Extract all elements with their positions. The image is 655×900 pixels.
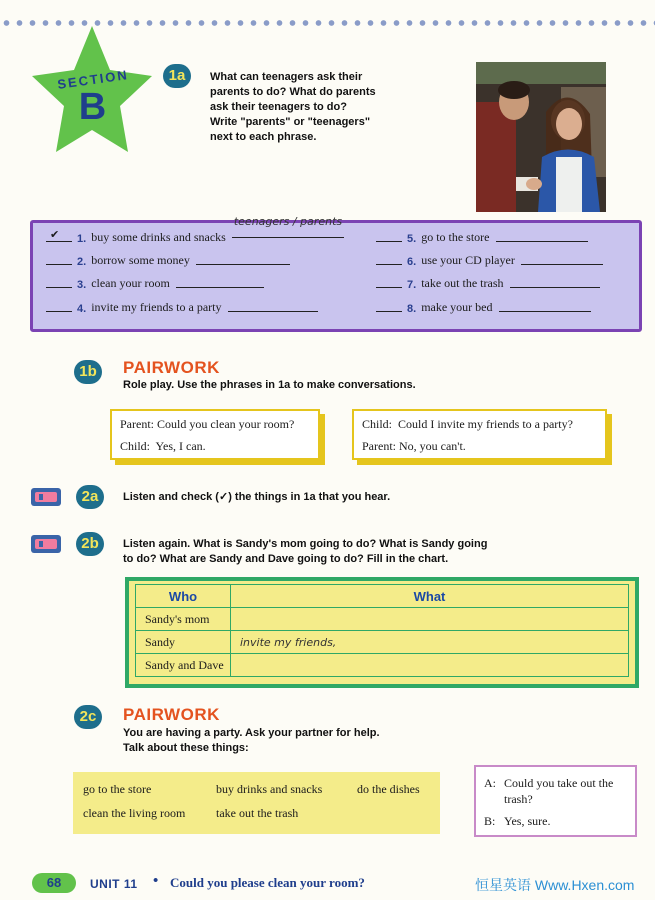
dialog-box-left xyxy=(110,409,320,460)
footer-unit: UNIT 11 xyxy=(90,877,138,891)
dialog-box-2c xyxy=(474,765,637,837)
phrase-text: invite my friends to a party xyxy=(91,300,222,314)
section-letter: B xyxy=(78,86,107,128)
dialog-line: trash? xyxy=(504,792,533,806)
instruction-2a: Listen and check (✓) the things in 1a that you hear. xyxy=(123,491,391,503)
phrase-number: 5. xyxy=(407,233,417,245)
exercise-number-2c: 2c xyxy=(74,705,102,729)
who-cell: Sandy and Dave xyxy=(136,654,231,677)
answer-line[interactable] xyxy=(176,287,264,288)
phrase-number: 7. xyxy=(407,279,417,291)
phrase-text: buy some drinks and snacks xyxy=(91,230,226,244)
section-word: SECTION xyxy=(56,67,130,92)
exercise-number-2b: 2b xyxy=(76,532,104,556)
chart-2b xyxy=(125,577,639,688)
footer-page-badge xyxy=(32,873,76,893)
answer-blank[interactable] xyxy=(46,287,72,288)
answer-line[interactable] xyxy=(496,241,588,242)
instruction-1a: What can teenagers ask their parents to do? What do parents ask their teenagers to do? Write "parents" or "teenagers" next to each phrase. xyxy=(210,71,376,143)
topic-item: do the dishes xyxy=(357,782,420,796)
phrase-text: take out the trash xyxy=(421,276,504,290)
pairwork-title-1b: PAIRWORK xyxy=(123,358,220,377)
speaker-label: A: xyxy=(484,776,496,790)
phrase-number: 4. xyxy=(77,303,87,315)
answer-blank[interactable] xyxy=(46,311,72,312)
who-cell: Sandy xyxy=(136,631,231,654)
answer-line[interactable] xyxy=(499,311,591,312)
phrase-row-7 xyxy=(376,276,600,291)
dialog-line: Parent: No, you can't. xyxy=(362,439,466,453)
phrase-row-8 xyxy=(376,300,591,315)
topic-item: take out the trash xyxy=(216,806,299,820)
column-header-what: What xyxy=(231,585,629,608)
table-row xyxy=(136,631,629,654)
dialog-line: Child: Yes, I can. xyxy=(120,439,206,453)
dialog-line: Yes, sure. xyxy=(504,814,551,828)
exercise-number-2a: 2a xyxy=(76,485,104,509)
phrase-text: borrow some money xyxy=(91,253,190,267)
dialog-box-right xyxy=(352,409,607,460)
instruction-2c: You are having a party. Ask your partner for help. Talk about these things: xyxy=(123,727,380,754)
answer-blank[interactable] xyxy=(46,229,72,242)
topics-box-2c xyxy=(73,772,440,834)
answer-line[interactable] xyxy=(196,264,290,265)
what-cell[interactable] xyxy=(231,608,629,631)
exercise-number-1a: 1a xyxy=(163,64,191,88)
instruction-2b: Listen again. What is Sandy's mom going to do? What is Sandy going to do? What are Sandy and Dave going to do? Fill in the chart. xyxy=(123,538,488,565)
cassette-icon[interactable] xyxy=(31,535,61,553)
phrase-row-4 xyxy=(46,300,318,315)
footer-watermark: 恒星英语 Www.Hxen.com xyxy=(475,877,635,893)
footer-title: Could you please clean your room? xyxy=(170,875,365,890)
what-cell[interactable]: invite my friends, xyxy=(231,631,629,654)
handwritten-answer: teenagers / parents xyxy=(233,215,343,228)
dialog-line: Child: Could I invite my friends to a party? xyxy=(362,417,573,431)
phrase-text: use your CD player xyxy=(421,253,515,267)
speaker-label: B: xyxy=(484,814,496,828)
chart-header-row xyxy=(136,585,629,608)
answer-blank[interactable] xyxy=(376,287,402,288)
answer-blank[interactable] xyxy=(376,264,402,265)
answer-blank[interactable] xyxy=(376,311,402,312)
phrase-text: make your bed xyxy=(421,300,493,314)
topic-item: go to the store xyxy=(83,782,152,796)
phrase-row-5 xyxy=(376,230,588,245)
instruction-1b: Role play. Use the phrases in 1a to make conversations. xyxy=(123,379,416,391)
column-header-who: Who xyxy=(136,585,231,608)
cassette-icon[interactable] xyxy=(31,488,61,506)
photo-parent-teenager xyxy=(476,62,606,212)
answer-blank[interactable] xyxy=(46,264,72,265)
phrase-number: 6. xyxy=(407,256,417,268)
phrase-text: go to the store xyxy=(421,230,490,244)
what-cell[interactable] xyxy=(231,654,629,677)
answer-line[interactable] xyxy=(521,264,603,265)
footer-bullet: • xyxy=(153,873,159,889)
answer-blank[interactable] xyxy=(376,241,402,242)
phrase-text: clean your room xyxy=(91,276,170,290)
exercise-number-1b: 1b xyxy=(74,360,102,384)
answer-line[interactable] xyxy=(510,287,600,288)
table-row xyxy=(136,654,629,677)
dialog-line: Could you take out the xyxy=(504,776,614,790)
topic-item: clean the living room xyxy=(83,806,186,820)
answer-line[interactable] xyxy=(228,311,318,312)
phrase-number: 1. xyxy=(77,233,87,245)
answer-line[interactable] xyxy=(232,237,344,238)
phrase-number: 3. xyxy=(77,279,87,291)
dialog-line: Parent: Could you clean your room? xyxy=(120,417,295,431)
page-number: 68 xyxy=(46,875,62,890)
topic-item: buy drinks and snacks xyxy=(216,782,323,796)
section-b-badge xyxy=(30,20,155,160)
phrase-row-2 xyxy=(46,253,290,268)
table-row xyxy=(136,608,629,631)
phrase-row-1 xyxy=(46,215,344,245)
phrase-row-6 xyxy=(376,253,603,268)
who-cell: Sandy's mom xyxy=(136,608,231,631)
checkmark-icon: ✔ xyxy=(50,229,60,241)
pairwork-title-2c: PAIRWORK xyxy=(123,705,220,724)
phrase-row-3 xyxy=(46,276,264,291)
phrase-number: 2. xyxy=(77,256,87,268)
phrase-number: 8. xyxy=(407,303,417,315)
